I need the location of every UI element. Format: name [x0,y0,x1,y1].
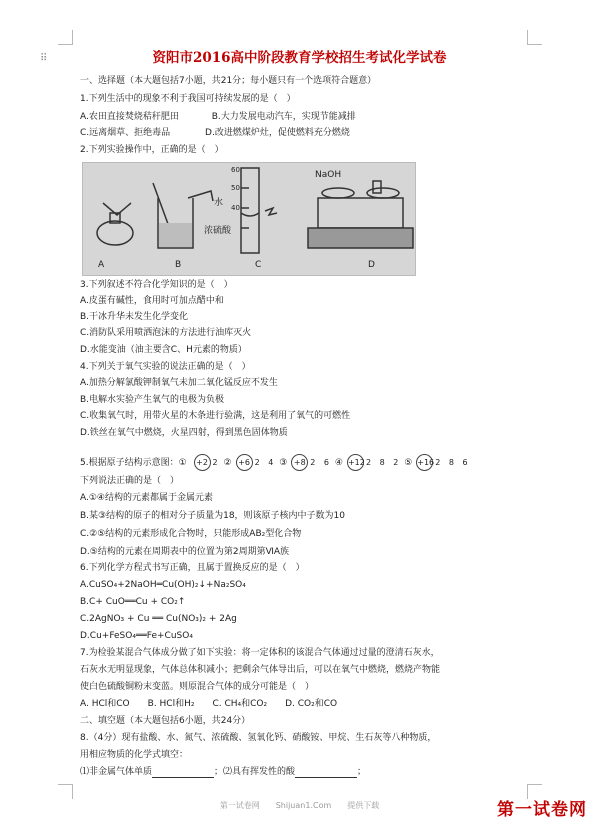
experiment-photo [82,162,416,276]
figure-label-c: C [255,260,262,270]
question-4-option-c: C.收集氧气时，用带火星的木条进行验满，这是利用了氧气的可燃性 [80,411,351,421]
option-d: D.改进燃煤炉灶，促使燃料充分燃烧 [205,128,350,138]
crop-mark [527,30,542,45]
question-2-stem: 2.下列实验操作中，正确的是（ ） [80,145,224,155]
atom-shells: 2 4 [254,458,277,467]
tick-60: 60 [231,166,240,174]
answer-blank-1[interactable] [152,768,214,778]
atom-nucleus: +8 [291,454,308,471]
page-title: 资阳市2016高中阶段教育学校招生考试化学试卷 [152,50,447,66]
question-7-options: A. HCl和CO B. HCl和H₂ C. CH₄和CO₂ D. CO₂和CO [80,699,338,709]
section-heading-2: 二、填空题（本大题包括6小题，共24分） [80,716,251,726]
question-4-stem: 4.下列关于氧气实验的说法正确的是（ ） [80,362,251,372]
question-8-line1: 8.（4分）现有盐酸、水、氮气、浓硫酸、氢氧化钙、硝酸铵、甲烷、生石灰等八种物质， [80,733,437,743]
blank-prompt-2: ；⑵具有挥发性的酸 [214,767,296,777]
section-heading: 一、选择题（本大题包括7小题，共21分；每小题只有一个选项符合题意） [80,76,377,86]
option-b: B.大力发展电动汽车，实现节能减排 [211,112,356,122]
question-6-option-b: B.C+ CuO══Cu + CO₂↑ [80,597,186,607]
crop-mark [58,784,73,799]
experiment-illustration [83,163,415,275]
atom-nucleus: +16 [416,454,433,471]
label-sulfuric: 浓硫酸 [204,226,232,236]
question-4-option-a: A.加热分解氯酸钾制氧气未加二氧化锰反应不发生 [80,378,278,388]
question-3-option-d: D.水能变油（油主要含C、H元素的物质） [80,345,247,355]
question-8-blanks: ⑴非金属气体单质 ；⑵具有挥发性的酸 ； [80,767,367,777]
question-7-line2: 石灰水无明显现象，气体总体积减小；把剩余气体导出后，可以在氧气中燃烧，燃烧产物能 [80,665,441,675]
answer-blank-2[interactable] [295,768,357,778]
label-naoh: NaOH [315,170,342,180]
question-5-option-d: D.⑤结构的元素在周期表中的位置为第2周期第ⅥA族 [80,547,290,557]
question-6-stem: 6.下列化学方程式书写正确，且属于置换反应的是（ ） [80,563,305,573]
question-5-prompt: 下列说法正确的是（ ） [80,476,180,486]
question-4-option-d: D.铁丝在氧气中燃烧，火星四射，得到黑色固体物质 [80,428,288,438]
figure-label-a: A [98,260,105,270]
figure-label-d: D [368,260,375,270]
atom-number: ③ [279,458,288,468]
label-water: 水 [214,198,224,208]
page-footer: 第一试卷网 Shijuan1.Com 提供下载 [219,801,380,810]
question-7-line1: 7.为检验某混合气体成分做了如下实验：将一定体积的该混合气体通过过量的澄清石灰水， [80,648,440,658]
atom-number: ④ [334,458,343,468]
atom-nucleus: +2 [194,454,211,471]
question-3-option-c: C.消防队采用喷洒泡沫的方法进行油库灭火 [80,328,252,338]
question-3-option-a: A.皮蛋有碱性，食用时可加点醋中和 [80,296,224,306]
atom-shells: 2 8 2 [365,458,402,467]
question-4-option-b: B.电解水实验产生氧气的电极为负极 [80,395,225,405]
tick-50: 50 [231,184,240,192]
question-6-option-d: D.Cu+FeSO₄══Fe+CuSO₄ [80,631,193,641]
figure-label-b: B [175,260,182,270]
atom-nucleus: +12 [347,454,364,471]
question-3-option-b: B.干冰升华未发生化学变化 [80,312,189,322]
atom-shells: 2 8 6 [435,458,471,467]
drag-handle-icon[interactable]: ⠿ [40,53,49,64]
question-1-options-row2 [80,128,350,139]
atom-shells: 2 6 [310,458,332,467]
watermark-logo: 第一试卷网 [497,800,587,820]
question-8-line2: 用相应物质的化学式填空： [80,750,189,760]
question-1-options-row1 [80,112,356,123]
question-7-line3: 使白色硫酸铜粉末变蓝。则原混合气体的成分可能是（ ） [80,682,315,692]
question-5-option-c: C.②⑤结构的元素形成化合物时，只能形成AB₂型化合物 [80,529,302,539]
atom-number: ② [223,458,232,468]
question-3-stem: 3.下列叙述不符合化学知识的是（ ） [80,280,233,290]
atom-nucleus: +6 [236,454,253,471]
question-5-option-b: B.某③结构的原子的相对分子质量为18，则该原子核内中子数为10 [80,511,346,521]
question-5-option-a: A.①④结构的元素都属于金属元素 [80,493,213,503]
option-a: A.农田直接焚烧秸秆肥田 [80,112,179,122]
blank-prompt-1: ⑴非金属气体单质 [80,767,153,777]
atom-number: ⑤ [404,458,413,468]
question-6-option-a: A.CuSO₄+2NaOH═Cu(OH)₂↓+Na₂SO₄ [80,580,246,590]
question-1-stem: 1.下列生活中的现象不利于我国可持续发展的是（ ） [80,94,296,104]
question-5-lead: 5.根据原子结构示意图：① [80,458,187,468]
option-c: C.远离烟草、拒绝毒品 [80,128,171,138]
atom-shells: 2 [212,458,221,467]
question-5-stem [80,454,471,471]
question-6-option-c: C.2AgNO₃ + Cu ══ Cu(NO₃)₂ + 2Ag [80,614,237,624]
crop-mark [58,30,73,45]
tick-40: 40 [231,204,240,212]
